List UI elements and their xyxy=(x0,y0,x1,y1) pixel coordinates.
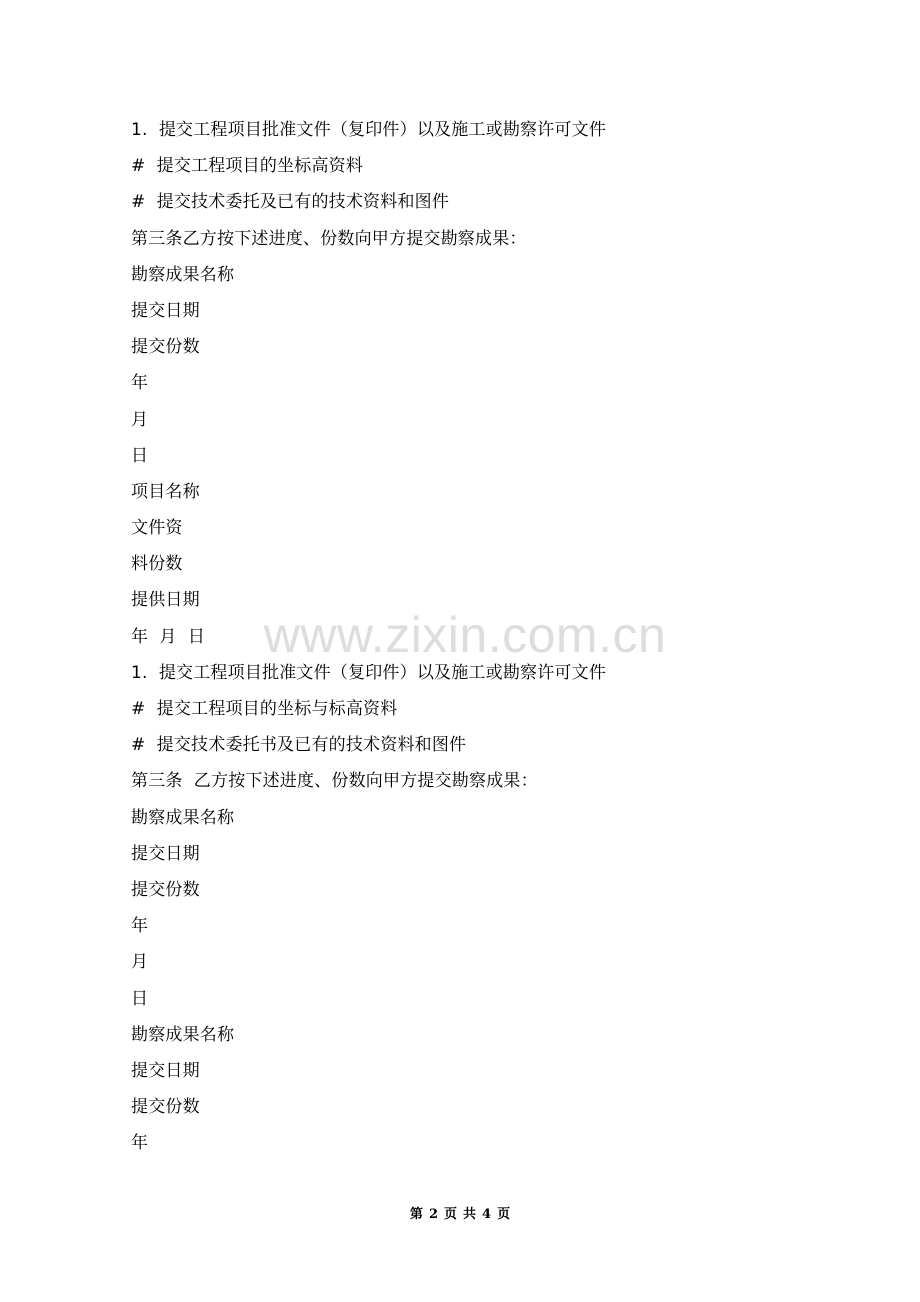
footer-page-word: 页 xyxy=(443,1207,457,1222)
text-line: 勘察成果名称 xyxy=(131,807,235,828)
text-line: 年 xyxy=(131,373,149,394)
text-line: 项目名称 xyxy=(131,481,200,502)
text-line: 年 月 日 xyxy=(131,626,206,647)
text-line: 第三条 乙方按下述进度、份数向甲方提交勘察成果： xyxy=(131,771,538,792)
text-line: 提交份数 xyxy=(131,1097,200,1118)
total-page-number: 4 xyxy=(482,1207,492,1222)
text-line: 提供日期 xyxy=(131,590,200,611)
text-line: # 提交技术委托及已有的技术资料和图件 xyxy=(131,192,450,213)
text-line: 年 xyxy=(131,916,149,937)
text-line: # 提交工程项目的坐标高资料 xyxy=(131,156,364,177)
page-footer xyxy=(0,1204,920,1226)
text-line: 文件资 xyxy=(131,518,183,539)
watermark: www.zixin.com.cn xyxy=(263,607,667,663)
footer-prefix: 第 xyxy=(409,1207,423,1222)
text-line: 提交日期 xyxy=(131,843,200,864)
footer-total-word: 共 xyxy=(463,1207,477,1222)
text-line: 日 xyxy=(131,988,149,1009)
text-line: 日 xyxy=(131,445,149,466)
text-line: 料份数 xyxy=(131,554,183,575)
text-line: 勘察成果名称 xyxy=(131,1024,235,1045)
current-page-number: 2 xyxy=(428,1207,438,1222)
text-line: # 提交工程项目的坐标与标高资料 xyxy=(131,699,398,719)
text-line: 月 xyxy=(131,409,149,430)
text-line: 提交日期 xyxy=(131,300,200,321)
text-line: 第三条乙方按下述进度、份数向甲方提交勘察成果： xyxy=(131,228,527,249)
document-body xyxy=(131,112,831,1161)
text-line: 1. 提交工程项目批准文件（复印件）以及施工或勘察许可文件 xyxy=(131,662,607,683)
text-line: 提交份数 xyxy=(131,879,200,900)
footer-suffix: 页 xyxy=(497,1207,511,1222)
text-line: 提交日期 xyxy=(131,1060,200,1081)
text-line: 提交份数 xyxy=(131,337,200,358)
text-line: # 提交技术委托书及已有的技术资料和图件 xyxy=(131,735,467,756)
text-line: 月 xyxy=(131,952,149,973)
text-line: 年 xyxy=(131,1133,149,1154)
text-line: 勘察成果名称 xyxy=(131,264,235,285)
text-line: 1. 提交工程项目批准文件（复印件）以及施工或勘察许可文件 xyxy=(131,120,607,140)
